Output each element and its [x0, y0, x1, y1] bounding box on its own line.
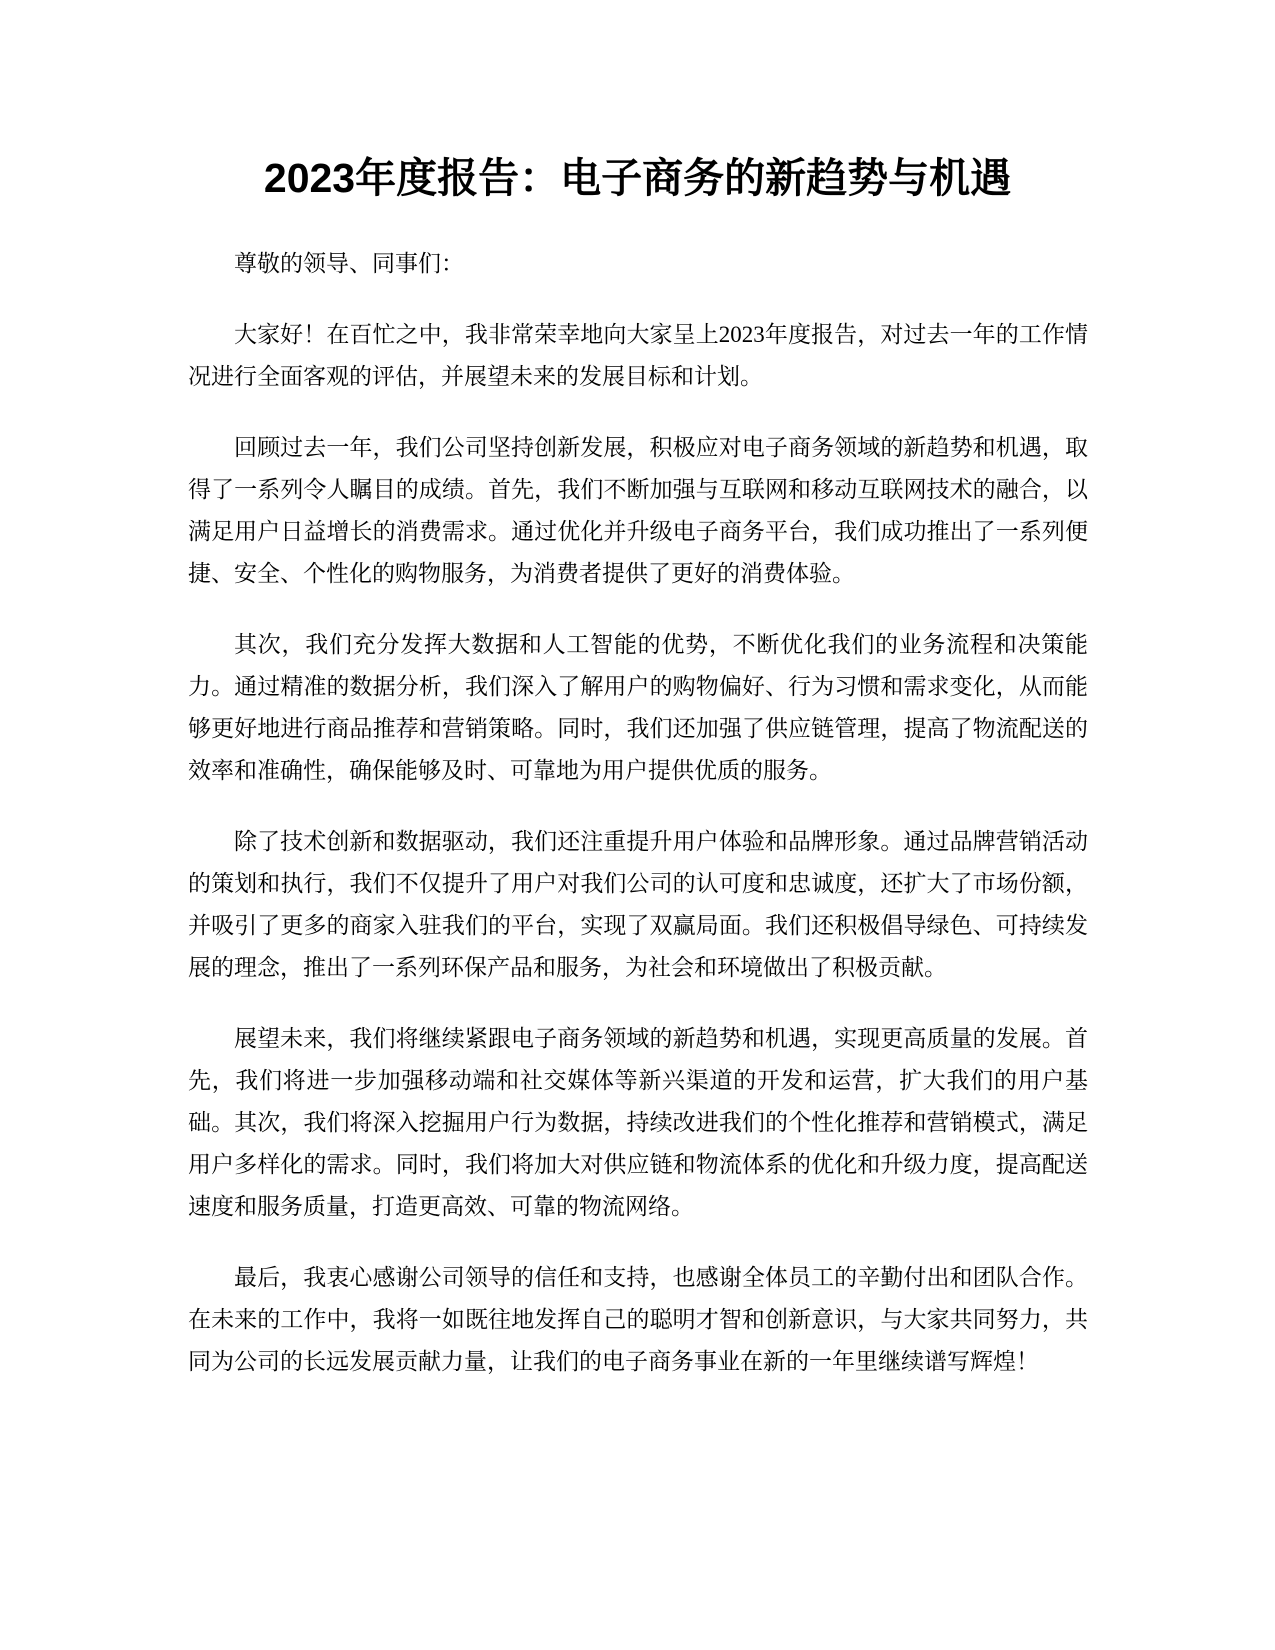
paragraph-greeting: 大家好！在百忙之中，我非常荣幸地向大家呈上2023年度报告，对过去一年的工作情况进行全面客观的评估，并展望未来的发展目标和计划。: [188, 322, 1088, 389]
paragraph-review: 回顾过去一年，我们公司坚持创新发展，积极应对电子商务领域的新趋势和机遇，取得了一系列令人瞩目的成绩。首先，我们不断加强与互联网和移动互联网技术的融合，以满足用户日益增长的消费需求。通过优化并升级电子商务平台，我们成功推出了一系列便捷、安全、个性化的购物服务，为消费者提供了更好的消费体验。: [188, 435, 1088, 586]
paragraph-outlook: 展望未来，我们将继续紧跟电子商务领域的新趋势和机遇，实现更高质量的发展。首先，我们将进一步加强移动端和社交媒体等新兴渠道的开发和运营，扩大我们的用户基础。其次，我们将深入挖掘用户行为数据，持续改进我们的个性化推荐和营销模式，满足用户多样化的需求。同时，我们将加大对供应链和物流体系的优化和升级力度，提高配送速度和服务质量，打造更高效、可靠的物流网络。: [188, 1026, 1088, 1219]
document-body: [188, 243, 1088, 1412]
paragraph-brand: 除了技术创新和数据驱动，我们还注重提升用户体验和品牌形象。通过品牌营销活动的策划和执行，我们不仅提升了用户对我们公司的认可度和忠诚度，还扩大了市场份额，并吸引了更多的商家入驻我们的平台，实现了双赢局面。我们还积极倡导绿色、可持续发展的理念，推出了一系列环保产品和服务，为社会和环境做出了积极贡献。: [188, 829, 1088, 980]
paragraph-closing: 最后，我衷心感谢公司领导的信任和支持，也感谢全体员工的辛勤付出和团队合作。在未来的工作中，我将一如既往地发挥自己的聪明才智和创新意识，与大家共同努力，共同为公司的长远发展贡献力量，让我们的电子商务事业在新的一年里继续谱写辉煌！: [188, 1265, 1088, 1374]
paragraph-data-ai: 其次，我们充分发挥大数据和人工智能的优势，不断优化我们的业务流程和决策能力。通过精准的数据分析，我们深入了解用户的购物偏好、行为习惯和需求变化，从而能够更好地进行商品推荐和营销策略。同时，我们还加强了供应链管理，提高了物流配送的效率和准确性，确保能够及时、可靠地为用户提供优质的服务。: [188, 632, 1088, 783]
document-title: 2023年度报告：电子商务的新趋势与机遇: [263, 155, 1012, 201]
salutation: 尊敬的领导、同事们：: [234, 251, 464, 276]
